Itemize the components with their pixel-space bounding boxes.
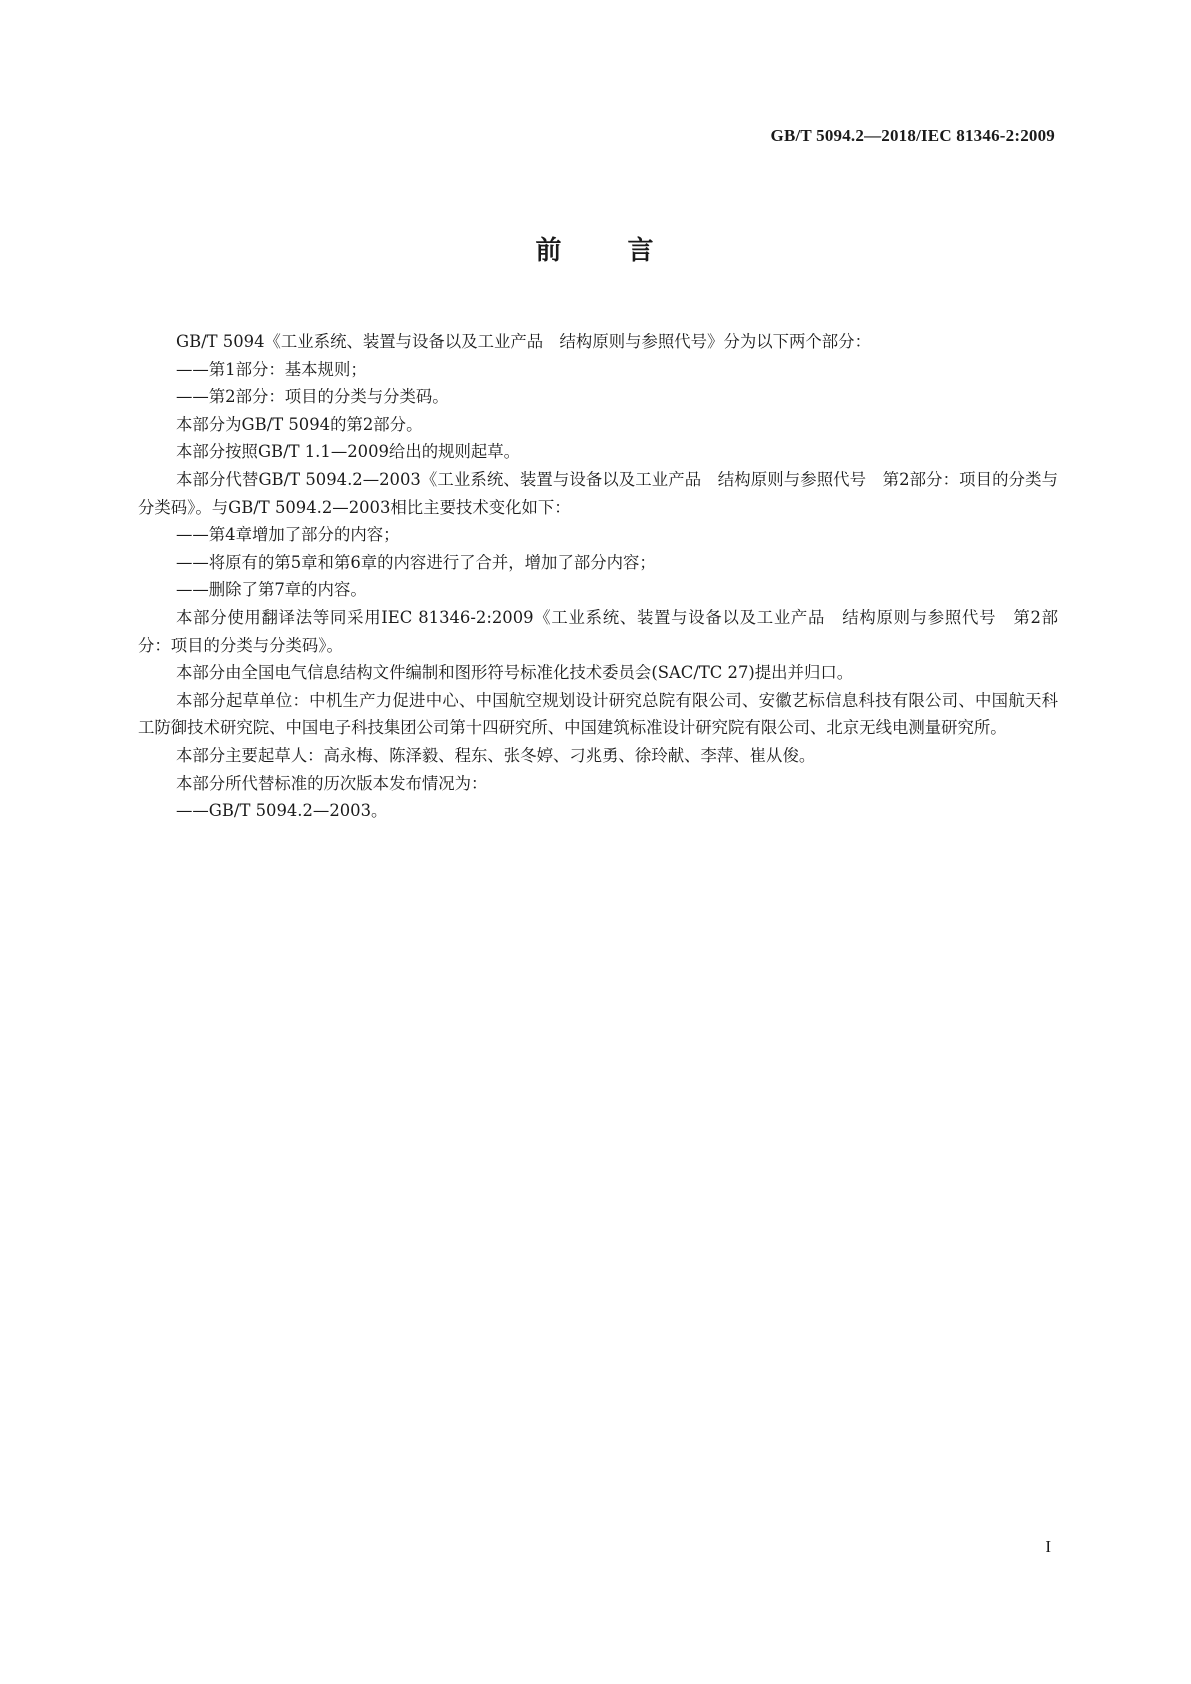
standard-code-header: GB/T 5094.2—2018/IEC 81346-2:2009 [770, 126, 1055, 145]
paragraph-translation: 本部分使用翻译法等同采用IEC 81346-2:2009《工业系统、装置与设备以及工业产品 结构原则与参照代号 第2部分：项目的分类与分类码》。 [138, 607, 1058, 655]
foreword-body [138, 328, 1058, 825]
list-item-previous-edition: ——GB/T 5094.2—2003。 [176, 801, 388, 821]
paragraph-part-of: 本部分为GB/T 5094的第2部分。 [176, 414, 423, 434]
paragraph-drafting-rules: 本部分按照GB/T 1.1—2009给出的规则起草。 [176, 442, 521, 462]
paragraph-previous-editions: 本部分所代替标准的历次版本发布情况为： [176, 773, 488, 793]
page-title-char-2: 言 [627, 236, 656, 266]
paragraph-replaces: 本部分代替GB/T 5094.2—2003《工业系统、装置与设备以及工业产品 结构原则与参照代号 第2部分：项目的分类与分类码》。与GB/T 5094.2—2003相比主要技术变化如下： [138, 469, 1058, 517]
paragraph-drafters: 本部分主要起草人：高永梅、陈泽毅、程东、张冬婷、刁兆勇、徐玲献、李萍、崔从俊。 [176, 745, 816, 765]
paragraph-proposed-by: 本部分由全国电气信息结构文件编制和图形符号标准化技术委员会(SAC/TC 27)提出并归口。 [176, 663, 854, 683]
page-number: I [1045, 1537, 1051, 1556]
paragraph-structure: GB/T 5094《工业系统、装置与设备以及工业产品 结构原则与参照代号》分为以下两个部分： [176, 332, 871, 351]
page-title-char-1: 前 [535, 236, 564, 266]
list-item-change-1: ——第4章增加了部分的内容； [176, 525, 400, 545]
paragraph-drafting-units: 本部分起草单位：中机生产力促进中心、中国航空规划设计研究总院有限公司、安徽艺标信息科技有限公司、中国航天科工防御技术研究院、中国电子科技集团公司第十四研究所、中国建筑标准设计研究院有限公司、北京无线电测量研究所。 [138, 690, 1058, 738]
list-item-change-2: ——将原有的第5章和第6章的内容进行了合并，增加了部分内容； [176, 552, 656, 572]
list-item-part2: ——第2部分：项目的分类与分类码。 [176, 387, 449, 407]
list-item-part1: ——第1部分：基本规则； [176, 359, 367, 379]
list-item-change-3: ——删除了第7章的内容。 [176, 580, 367, 600]
page-title [0, 230, 1191, 267]
